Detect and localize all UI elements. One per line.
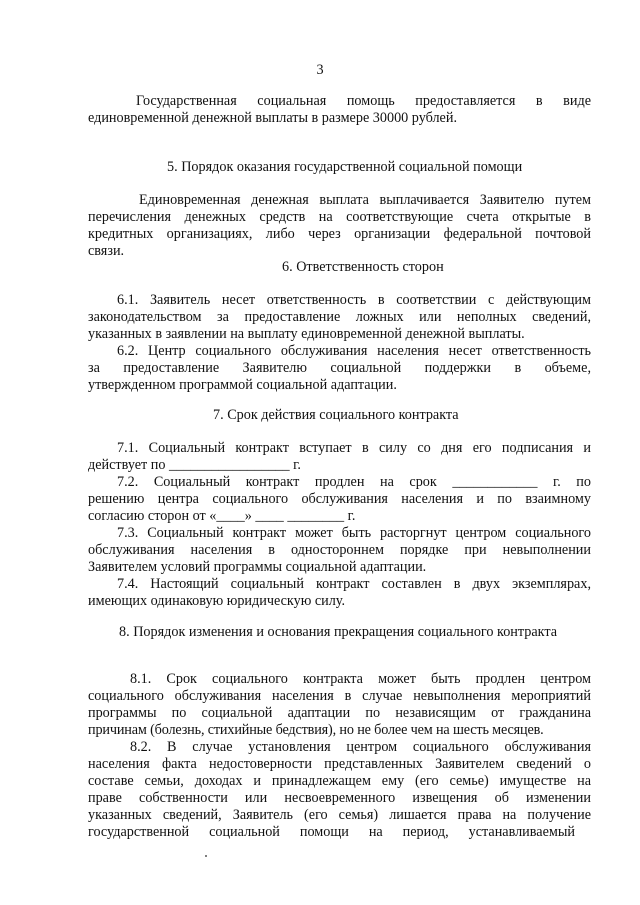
section-7-1-line-1: 7.1. Социальный контракт вступает в силу со дня его подписания и: [117, 440, 591, 456]
section-8-heading: 8. Порядок изменения и основания прекращения социального контракта: [119, 624, 558, 640]
section-8-1-line-3: программы по социальной адаптации по независящим от гражданина: [88, 705, 591, 721]
section-8-2-line-2: населения факта недостоверности представленных Заявителем сведений о: [88, 756, 591, 772]
section-6-2-line-3: утвержденном программой социальной адаптации.: [88, 377, 397, 393]
section-8-2-line-4: праве собственности или несвоевременного извещения об изменении: [88, 790, 591, 806]
section-7-3-line-3: Заявителем условий программы социальной адаптации.: [88, 559, 427, 575]
section-6-2-line-2: за предоставление Заявителю социальной поддержки в объеме,: [88, 360, 591, 376]
section-5-line-4: связи.: [88, 243, 125, 259]
intro-line-2: единовременной денежной выплаты в размере 30000 рублей.: [88, 110, 457, 126]
section-7-3-line-2: обслуживания населения в одностороннем порядке при невыполнении: [88, 542, 591, 558]
section-5-heading: 5. Порядок оказания государственной социальной помощи: [167, 159, 523, 175]
section-5-line-3: кредитных организациях, либо через организации федеральной почтовой: [88, 226, 591, 242]
section-8-2-line-6: государственной социальной помощи на период, устанавливаемый: [88, 824, 575, 840]
intro-line-1: Государственная социальная помощь предоставляется в виде: [136, 93, 591, 109]
page-number: 3: [316, 62, 324, 78]
section-8-1-line-2: социального обслуживания населения в случае невыполнения мероприятий: [88, 688, 591, 704]
scan-speck: [205, 855, 207, 857]
section-8-1-line-4: причинам (болезнь, стихийные бедствия), но не более чем на шесть месяцев.: [88, 722, 544, 738]
section-7-2-line-2: решению центра социального обслуживания населения и по взаимному: [88, 491, 591, 507]
section-6-1-line-1: 6.1. Заявитель несет ответственность в соответствии с действующим: [117, 292, 591, 308]
section-6-heading: 6. Ответственность сторон: [282, 259, 444, 275]
section-7-3-line-1: 7.3. Социальный контракт может быть расторгнут центром социального: [117, 525, 591, 541]
section-7-1-line-2: действует по _________________ г.: [88, 457, 301, 473]
section-8-1-line-1: 8.1. Срок социального контракта может быть продлен центром: [130, 671, 591, 687]
section-5-line-1: Единовременная денежная выплата выплачивается Заявителю путем: [139, 192, 591, 208]
section-7-4-line-1: 7.4. Настоящий социальный контракт составлен в двух экземплярах,: [117, 576, 591, 592]
section-7-2-line-1: 7.2. Социальный контракт продлен на срок ____________ г. по: [117, 474, 591, 490]
section-7-4-line-2: имеющих одинаковую юридическую силу.: [88, 593, 346, 609]
section-8-2-line-5: указанных сведений, Заявитель (его семья) лишается права на получение: [88, 807, 591, 823]
section-6-1-line-3: указанных в заявлении на выплату единовременной денежной выплаты.: [88, 326, 525, 342]
section-8-2-line-1: 8.2. В случае установления центром социального обслуживания: [130, 739, 591, 755]
section-5-line-2: перечисления денежных средств на соответствующие счета открытые в: [88, 209, 591, 225]
section-8-2-line-3: составе семьи, доходах и принадлежащем ему (его семье) имуществе на: [88, 773, 591, 789]
section-6-2-line-1: 6.2. Центр социального обслуживания населения несет ответственность: [117, 343, 591, 359]
section-7-2-line-3: согласию сторон от «____» ____ ________ г.: [88, 508, 356, 524]
section-6-1-line-2: законодательством за предоставление ложных или неполных сведений,: [88, 309, 591, 325]
section-7-heading: 7. Срок действия социального контракта: [213, 407, 459, 423]
